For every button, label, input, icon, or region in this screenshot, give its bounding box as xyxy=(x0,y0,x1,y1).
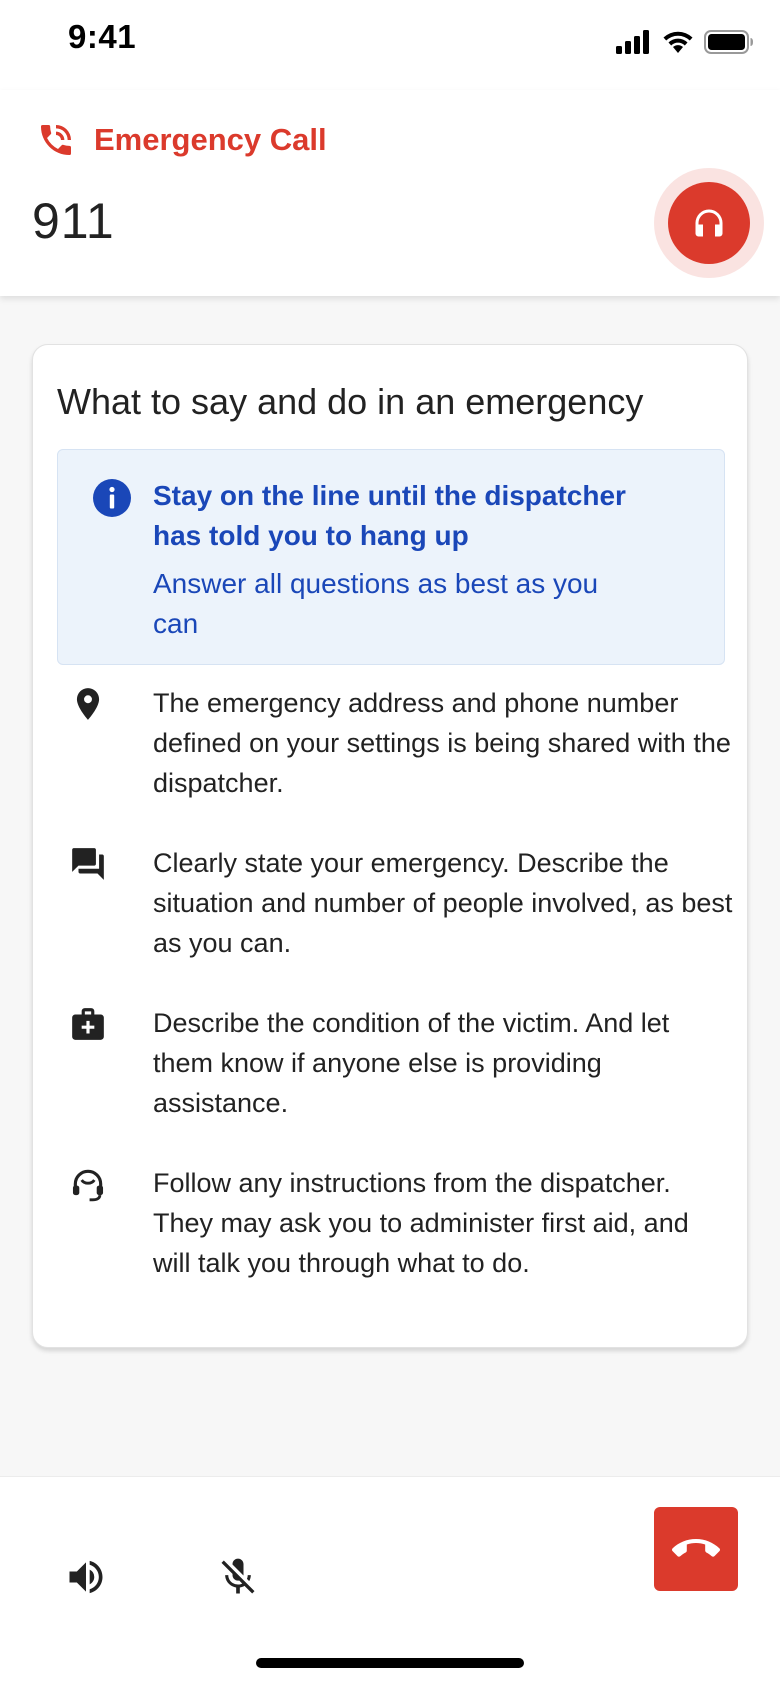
hang-up-button[interactable] xyxy=(654,1507,738,1591)
dispatcher-button[interactable] xyxy=(668,182,750,264)
hang-up-icon xyxy=(672,1525,720,1573)
guide-item-text: The emergency address and phone number defined on your settings is being shared with the dispatcher. xyxy=(153,688,731,798)
emergency-guide-card xyxy=(32,344,748,1348)
headphones-icon xyxy=(691,205,727,241)
info-title: Stay on the line until the dispatcher has told you to hang up xyxy=(153,480,626,551)
speaker-button[interactable] xyxy=(54,1545,118,1609)
mute-button[interactable] xyxy=(206,1545,270,1609)
guide-item-text: Clearly state your emergency. Describe the situation and number of people involved, as best as you can. xyxy=(153,848,733,958)
wifi-icon xyxy=(662,30,694,54)
status-icons xyxy=(616,30,754,54)
info-icon xyxy=(92,478,132,518)
call-number: 911 xyxy=(32,193,115,249)
call-header xyxy=(0,90,780,296)
status-bar xyxy=(0,0,780,90)
cellular-signal-icon xyxy=(616,30,652,54)
battery-icon xyxy=(704,30,754,54)
guide-item-text: Follow any instructions from the dispatcher. They may ask you to administer first aid, and will talk you through what to do. xyxy=(153,1168,689,1278)
card-title: What to say and do in an emergency xyxy=(57,381,644,422)
location-pin-icon xyxy=(69,685,107,723)
medical-kit-icon xyxy=(69,1005,107,1043)
info-subtitle: Answer all questions as best as you can xyxy=(153,568,599,639)
status-time: 9:41 xyxy=(68,18,137,55)
dispatcher-headset-icon xyxy=(69,1165,107,1203)
call-label-row xyxy=(36,120,327,160)
phone-call-icon xyxy=(36,120,76,160)
mic-off-icon xyxy=(216,1555,260,1599)
speaker-icon xyxy=(64,1555,108,1599)
info-banner xyxy=(57,449,725,665)
guide-item-text: Describe the condition of the victim. And let them know if anyone else is providing assistance. xyxy=(153,1008,670,1118)
call-controls-bar xyxy=(0,1476,780,1688)
home-indicator[interactable] xyxy=(256,1658,524,1668)
call-label: Emergency Call xyxy=(94,122,327,157)
chat-icon xyxy=(69,845,107,883)
